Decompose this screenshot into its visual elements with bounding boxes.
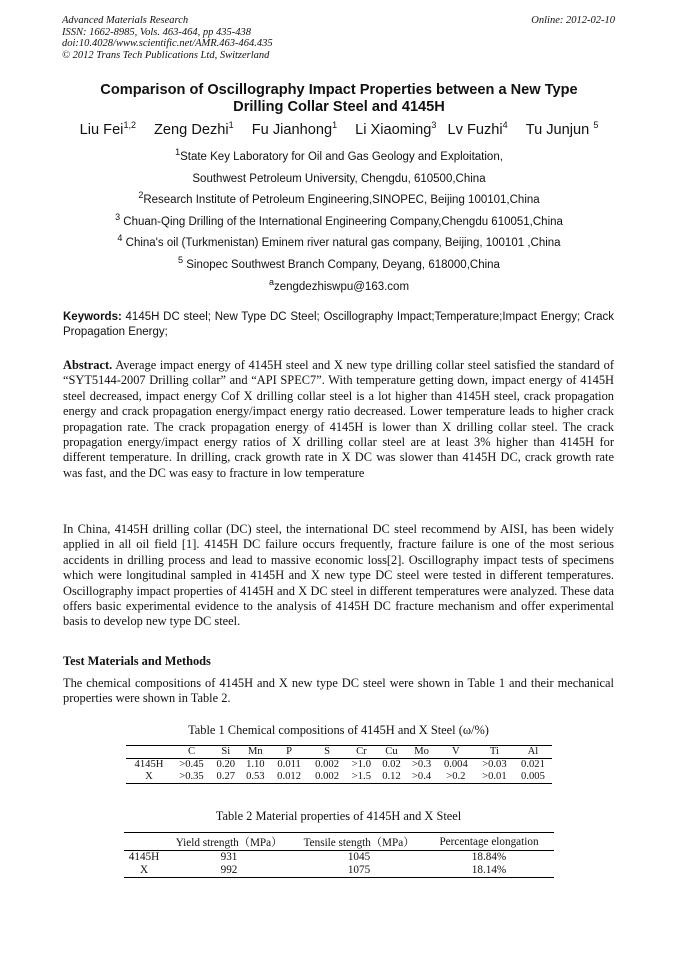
- column-header: Ti: [489, 746, 499, 757]
- journal-issn: ISSN: 1662-8985, Vols. 463-464, pp 435-438: [62, 26, 251, 38]
- table-cell: >0.01: [482, 771, 507, 782]
- column-header: C: [187, 746, 196, 757]
- table2-caption: Table 2 Material properties of 4145H and X Steel: [215, 809, 462, 823]
- keywords: [63, 310, 614, 340]
- contact-email: $^a$zengdezhiswpu@163.com: [268, 276, 410, 293]
- column-header: P: [286, 746, 293, 757]
- table2: [124, 832, 554, 878]
- table-cell: >0.3: [411, 759, 432, 770]
- affiliation: Southwest Petroleum University, Chengdu, 610500,China: [192, 172, 486, 185]
- column-header: Al: [527, 746, 539, 757]
- table-cell: 0.02: [382, 759, 401, 770]
- table-cell: X: [139, 864, 149, 876]
- column-header: Percentage elongation: [439, 835, 539, 848]
- column-header: Mo: [414, 746, 429, 757]
- table-row: [126, 759, 552, 772]
- table-cell: >1.0: [351, 759, 371, 770]
- table-cell: >0.03: [482, 759, 507, 770]
- table-cell: 0.002: [315, 771, 339, 782]
- table-header-row: [126, 746, 552, 759]
- title-line-1: Comparison of Oscillography Impact Properties between a New Type: [100, 82, 578, 98]
- table-header-row: [124, 833, 554, 851]
- table-cell: >0.35: [179, 771, 204, 782]
- table-cell: 4145H: [134, 759, 164, 770]
- table-cell: 18.14%: [471, 864, 507, 876]
- table-cell: 992: [220, 864, 238, 876]
- section-heading: Test Materials and Methods: [63, 654, 211, 668]
- table-cell: 1045: [347, 851, 371, 863]
- table-cell: 0.021: [521, 759, 545, 770]
- table-cell: >0.45: [179, 759, 204, 770]
- table-row: [124, 851, 554, 865]
- column-header: Yield strength（MPa）: [175, 836, 283, 849]
- affiliation: $^5$ Sinopec Southwest Branch Company, Deyang, 618000,China: [178, 255, 500, 271]
- journal-copyright: © 2012 Trans Tech Publications Ltd, Switzerland: [62, 49, 270, 61]
- author: Li Xiaoming$^3$: [355, 120, 437, 138]
- online-date: Online: 2012-02-10: [531, 15, 615, 26]
- column-header: Mn: [247, 746, 263, 757]
- table-cell: 1.10: [246, 759, 265, 770]
- column-header: V: [452, 746, 460, 757]
- table1-caption: Table 1 Chemical compositions of 4145H and X Steel (ω/%): [188, 723, 489, 737]
- author: Tu Junjun $^5$: [525, 120, 599, 138]
- table-row: [126, 771, 552, 784]
- author: Zeng Dezhi$^1$: [154, 120, 234, 138]
- keywords-label: Keywords:: [63, 311, 122, 323]
- journal-header: [62, 15, 273, 61]
- section-paragraph: The chemical compositions of 4145H and X new type DC steel were shown in Table 1 and their mechanical properties were shown in Table 2.: [63, 676, 614, 706]
- affiliation: $^2$Research Institute of Petroleum Engineering,SINOPEC, Beijing 100101,China: [138, 190, 540, 207]
- table-cell: >1.5: [351, 771, 371, 782]
- column-header: S: [324, 746, 331, 757]
- table-cell: 0.002: [315, 759, 339, 770]
- table-cell: 18.84%: [471, 851, 507, 863]
- author: Liu Fei$^{1,2}$: [79, 120, 136, 138]
- column-header: Tensile stength（MPa）: [303, 836, 415, 849]
- keywords-text: 4145H DC steel; New Type DC Steel; Oscillography Impact;Temperature;Impact Energy; Crack Propagation Energy;: [63, 311, 614, 338]
- paper-title: [40, 82, 638, 116]
- table-cell: 0.004: [443, 759, 468, 770]
- affiliation: $^3$ Chuan-Qing Drilling of the International Engineering Company,Chengdu 610051,China: [115, 211, 563, 228]
- table-cell: 0.27: [216, 771, 236, 782]
- table-cell: 0.011: [277, 759, 301, 770]
- table-cell: 0.12: [382, 771, 401, 782]
- abstract-label: Abstract.: [63, 358, 113, 372]
- affiliation: $^4$ China's oil (Turkmenistan) Eminem river natural gas company, Beijing, 100101 ,China: [117, 233, 561, 250]
- journal-name: Advanced Materials Research: [62, 15, 189, 26]
- table-row: [124, 864, 554, 878]
- table-cell: 0.20: [216, 759, 236, 770]
- column-header: Cu: [385, 746, 398, 757]
- author-list: [20, 122, 658, 138]
- table-cell: >0.2: [446, 771, 466, 782]
- affiliation-list: [40, 147, 638, 298]
- table-cell: X: [145, 771, 153, 782]
- affiliation: $^1$State Key Laboratory for Oil and Gas Geology and Exploitation,: [175, 147, 503, 163]
- author: Lv Fuzhi$^4$: [447, 120, 508, 138]
- author: Fu Jianhong$^1$: [251, 120, 338, 138]
- table-cell: >0.4: [411, 771, 432, 782]
- column-header: Si: [221, 746, 231, 757]
- abstract-text: Average impact energy of 4145H steel and X new type drilling collar steel satisfied the standard of “SYT5144-2007 Drilling collar” and “API SPEC7”. With temperature getting down, impact energy of 4145H steel decreased, impact energy Cof X drilling collar steel is a lot higher than 4145H steel, crack propagation energy and crack propagation energy/impact energy ratio decreased. Lower temperature leads to higher crack propagation rate. The crack propagation energy of 4145H is lower than X drilling collar steel. The crack propagation energy/impact energy ratios of X drilling collar steel are at least 3% higher than 4145H for different temperature. In drilling, crack growth rate in X DC was slower than 4145H DC, crack growth rate was fast, and the DC was easy to fracture in low temperature: [63, 358, 614, 480]
- table-cell: 931: [220, 851, 238, 863]
- table-cell: 1075: [347, 864, 371, 876]
- journal-doi: doi:10.4028/www.scientific.net/AMR.463-464.435: [62, 38, 273, 49]
- title-line-2: Drilling Collar Steel and 4145H: [233, 99, 445, 115]
- column-header: [126, 746, 172, 759]
- introduction-paragraph: In China, 4145H drilling collar (DC) steel, the international DC steel recommend by AISI, has been widely applied in all oil field [1]. 4145H DC failure occurs frequently, fracture failure is one of the most serious accidents in drilling process and lead to massive economic loss[2]. Oscillography impact tests of specimens which were longitudinal sampled in 4145H and X new type DC steel were tested in different temperatures. Oscillography impact properties of 4145H and X DC steel in different temperatures were analyzed. These data offers basic experimental evidence to the analysis of 4145H DC fracture mechanism and offer experimental basis to develop new type DC steel.: [63, 522, 614, 629]
- column-header: [124, 833, 164, 851]
- abstract: [63, 358, 614, 481]
- table-cell: 0.53: [246, 771, 265, 782]
- table-cell: 0.012: [277, 771, 302, 782]
- table1: [126, 745, 552, 784]
- table-cell: 4145H: [128, 851, 160, 863]
- column-header: Cr: [356, 746, 367, 757]
- table-cell: 0.005: [521, 771, 545, 782]
